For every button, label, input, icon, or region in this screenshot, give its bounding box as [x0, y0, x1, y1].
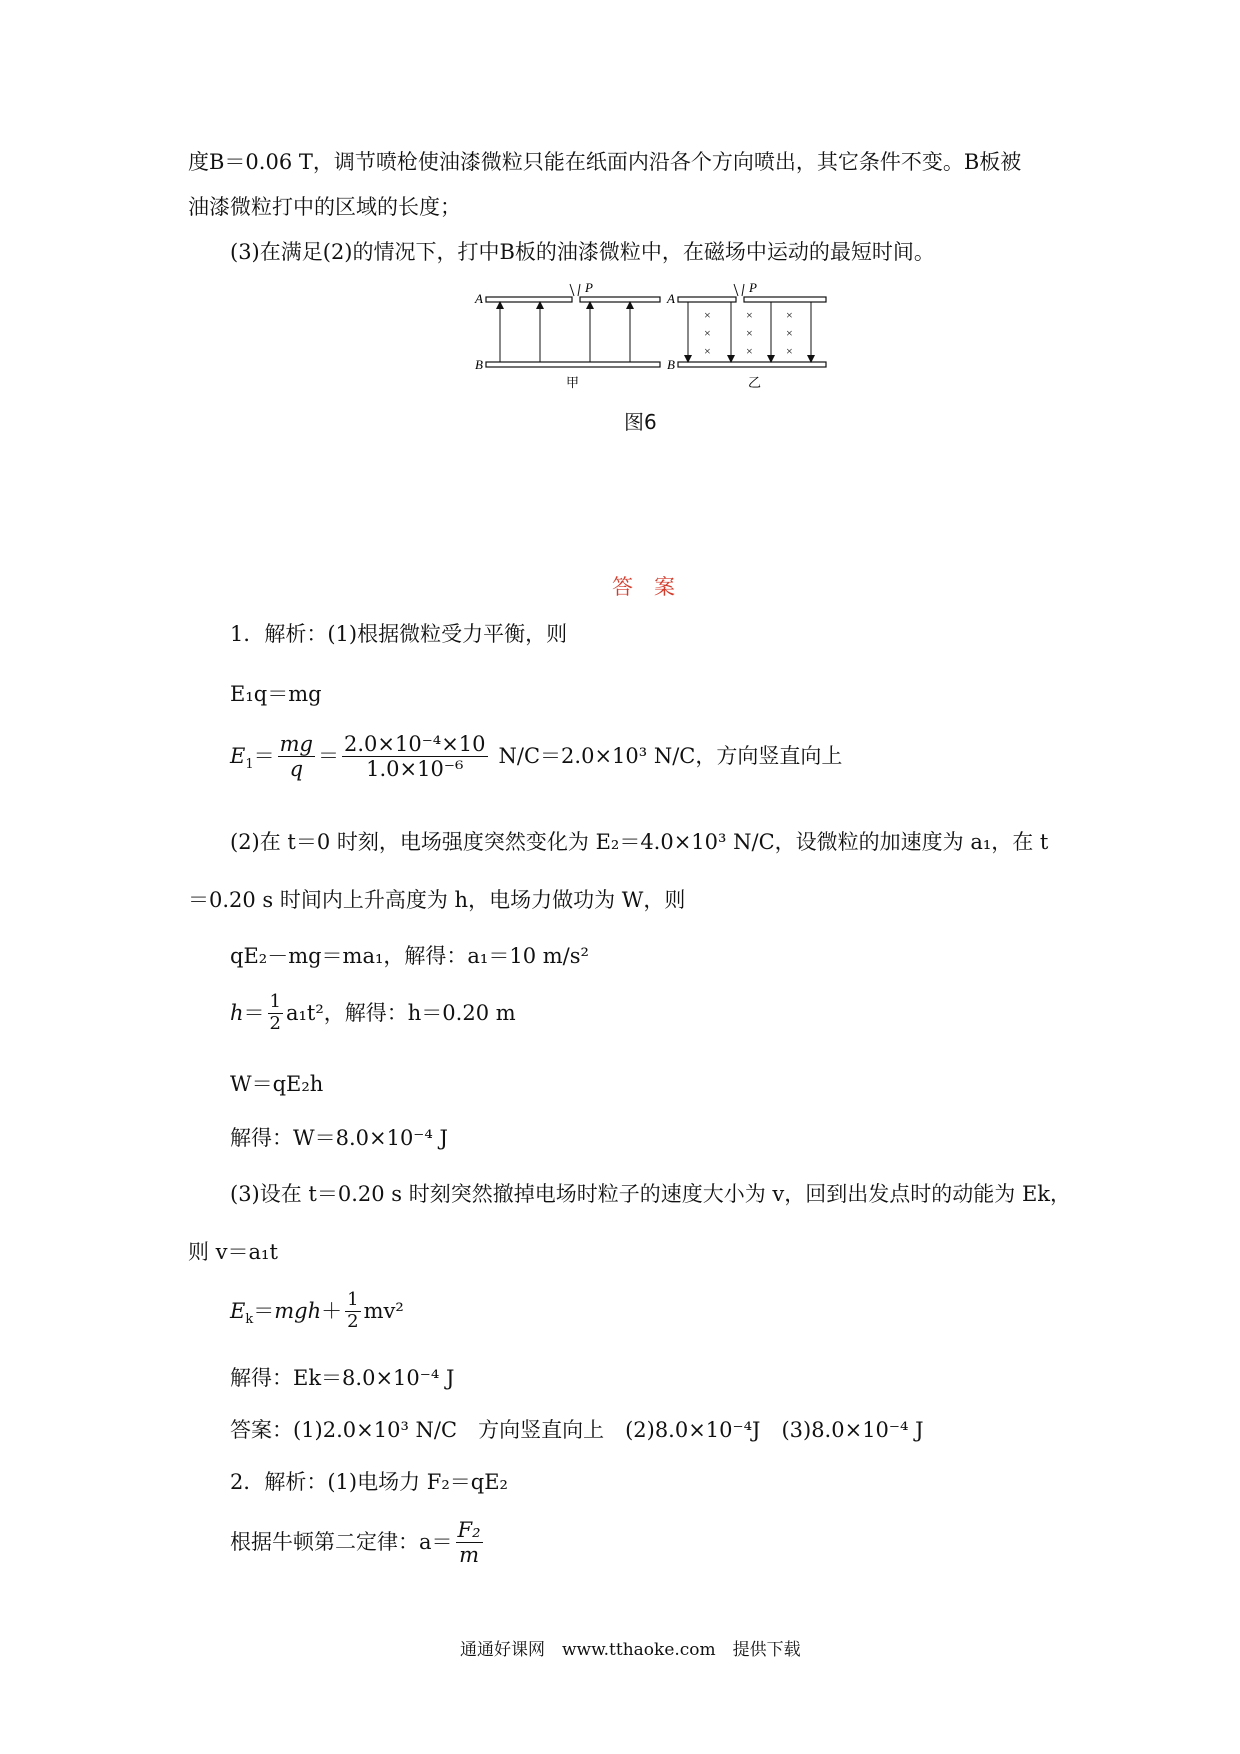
figure-left-jia	[474, 280, 660, 390]
q1-eq7-rest: mv²	[363, 1298, 404, 1323]
q1-eq2-frac-numeric	[342, 732, 488, 781]
q1-eq8: 解得：Ek＝8.0×10⁻⁴ J	[230, 1366, 455, 1390]
cross-2: ×	[746, 308, 753, 322]
cross-3: ×	[786, 308, 793, 322]
figure-6-diagram	[470, 274, 830, 394]
q1-p2-line-1: (2)在 t＝0 时刻，电场强度突然变化为 E₂＝4.0×10³ N/C，设微粒的加速度为 a₁，在 t	[230, 830, 1049, 854]
figure-title: 图6	[624, 410, 657, 434]
plate-a-label-right: A	[667, 291, 675, 306]
nozzle-right-1	[734, 284, 738, 296]
q1-p3-line-2: 则 v＝a₁t	[188, 1240, 278, 1264]
q2-newton	[230, 1518, 486, 1567]
cross-4: ×	[704, 326, 711, 340]
cross-7: ×	[704, 344, 711, 358]
q2-frac-den: m	[459, 1543, 479, 1568]
q1-eq2-result: N/C＝2.0×10³ N/C，方向竖直向上	[498, 744, 843, 769]
q1-p2-line-2: ＝0.20 s 时间内上升高度为 h，电场力做功为 W，则	[188, 888, 686, 912]
q1-eq2: $E_1=$ $\frac{mg}{q}$ ＝ $\frac{\text{2.0×10⁻⁴×10}}{\text{1.0×10⁻⁶}}$ N/C＝2.0×10³ N/C，方向竖直向上	[230, 732, 843, 782]
cross-8: ×	[746, 344, 753, 358]
q1-final-answer: 答案：(1)2.0×10³ N/C 方向竖直向上 (2)8.0×10⁻⁴J (3)8.0×10⁻⁴ J	[230, 1418, 924, 1442]
plate-a-right-part1	[678, 297, 736, 302]
problem-line-2: 油漆微粒打中的区域的长度；	[188, 195, 461, 219]
q1-intro: 1．解析：(1)根据微粒受力平衡，则	[230, 622, 568, 646]
nozzle-right-2	[742, 284, 744, 296]
plate-a-label-left: A	[475, 291, 483, 306]
plate-b-left	[486, 362, 660, 367]
cross-9: ×	[786, 344, 793, 358]
answers-heading: 答 案	[612, 575, 675, 599]
point-p-label-left: P	[585, 280, 593, 295]
q1-eq5: W＝qE₂h	[230, 1072, 324, 1096]
q1-eq4: h＝ $\frac{1}{2}$ a₁t²，解得：h＝0.20 m	[230, 991, 516, 1034]
page-footer: 通通好课网 www.tthaoke.com 提供下载	[460, 1640, 801, 1660]
magnetic-field-crosses	[704, 308, 793, 358]
q1-eq2-num-symbolic: mg	[279, 732, 313, 756]
q1-eq2-den: 1.0×10⁻⁶	[342, 756, 488, 781]
plate-b-label-left: B	[475, 357, 483, 372]
caption-yi: 乙	[748, 375, 762, 390]
nozzle-left-1	[570, 284, 574, 296]
point-p-label-right: P	[749, 280, 757, 295]
figure-right-yi	[666, 280, 826, 390]
plate-a-left-part2	[580, 297, 660, 302]
plate-a-right-part2	[744, 297, 826, 302]
cross-6: ×	[786, 326, 793, 340]
nozzle-left-2	[578, 284, 580, 296]
q1-eq2-num: 2.0×10⁻⁴×10	[343, 732, 486, 756]
q1-eq1: E₁q＝mg	[230, 682, 322, 706]
q1-eq4-rest: a₁t²，解得：h＝0.20 m	[285, 1000, 516, 1025]
q1-eq2-den-symbolic: q	[289, 757, 304, 782]
problem-line-1: 度B＝0.06 T，调节喷枪使油漆微粒只能在纸面内沿各个方向喷出，其它条件不变。B板被	[188, 150, 1022, 174]
plate-a-left-part1	[486, 297, 572, 302]
q2-intro: 2．解析：(1)电场力 F₂＝qE₂	[230, 1470, 508, 1494]
caption-jia: 甲	[566, 375, 580, 390]
q1-p3-line-1: (3)设在 t＝0.20 s 时刻突然撤掉电场时粒子的速度大小为 v，回到出发点时的动能为 Ek，	[230, 1182, 1072, 1206]
q1-eq3: qE₂－mg＝ma₁，解得：a₁＝10 m/s²	[230, 944, 589, 968]
q2-frac-num: F₂	[457, 1518, 481, 1542]
q1-eq7: $E_k=mgh+$ $\frac{1}{2}$ mv²	[230, 1289, 404, 1332]
q1-eq2-frac-symbolic	[278, 732, 315, 781]
plate-b-right	[678, 362, 826, 367]
cross-5: ×	[746, 326, 753, 340]
cross-1: ×	[704, 308, 711, 322]
problem-line-3: (3)在满足(2)的情况下，打中B板的油漆微粒中，在磁场中运动的最短时间。	[230, 240, 935, 264]
q2-newton-label: 根据牛顿第二定律：a＝	[230, 1530, 453, 1555]
q1-eq6: 解得：W＝8.0×10⁻⁴ J	[230, 1126, 448, 1150]
plate-b-label-right: B	[667, 357, 675, 372]
